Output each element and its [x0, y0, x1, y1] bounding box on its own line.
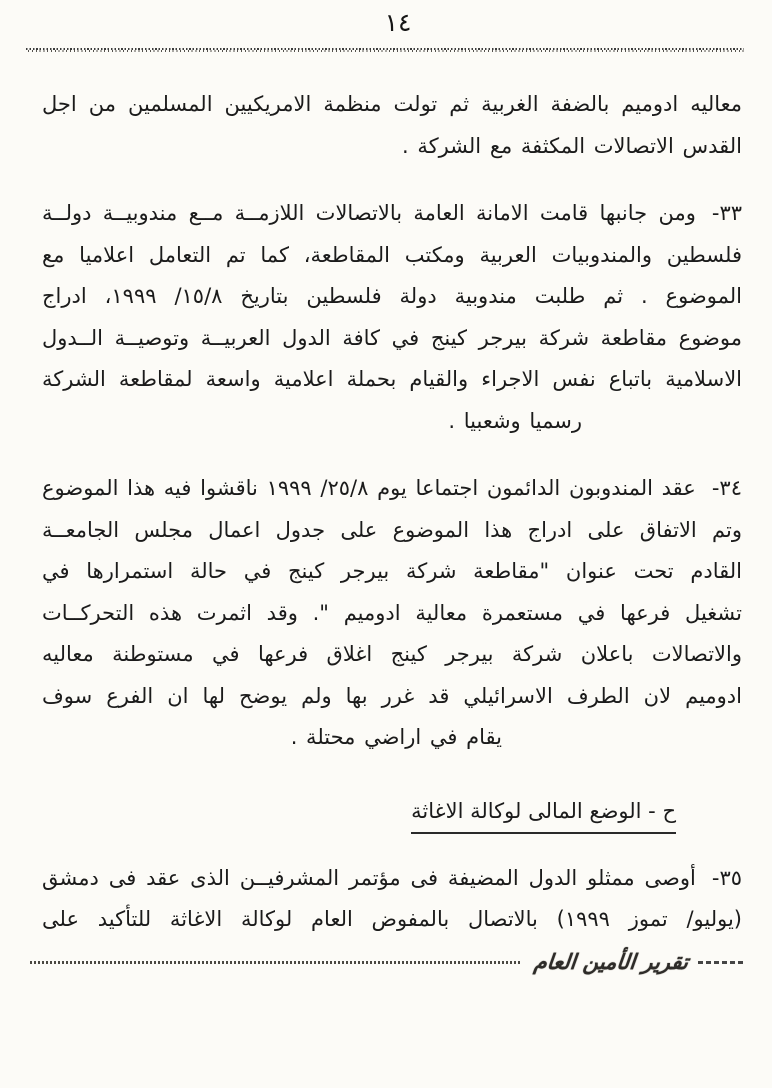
text-line: يقام في اراضي محتلة .	[290, 725, 502, 749]
paragraph-item-34	[42, 468, 742, 759]
text-line	[42, 193, 742, 235]
text-line: موضوع مقاطعة شركة بيرجر كينج في كافة الدول العربيــة وتوصيــة الــدول	[42, 325, 742, 350]
header-divider	[26, 48, 744, 52]
section-heading-text: ح - الوضع المالى لوكالة الاغاثة	[411, 793, 676, 834]
text-line: الاسلامية باتباع نفس الاجراء والقيام بحملة اعلامية واسعة لمقاطعة الشركة	[42, 367, 742, 391]
text-line: تشغيل فرعها في مستعمرة معالية ادوميم ". وقد اثمرت هذه التحركــات	[42, 600, 742, 625]
item-number: ٣٣-	[711, 201, 742, 225]
page-number: ١٤	[384, 8, 412, 37]
page-body	[42, 84, 742, 967]
footer-dotted-rule	[30, 961, 520, 964]
text-line: معاليه ادوميم بالضفة الغربية ثم تولت منظمة الامريكيين المسلمين من اجل	[42, 92, 742, 116]
text-line: والاتصالات باعلان شركة بيرجر كينج اغلاق فرعها في مستوطنة معاليه	[42, 642, 742, 666]
item-number: ٣٥-	[711, 865, 742, 890]
text-run: ومن جانبها قامت الامانة العامة بالاتصالات اللازمــة مــع مندوبيــة دولــة	[42, 201, 696, 225]
text-line: رسميا وشعبيا .	[448, 408, 582, 433]
text-line: وتم الاتفاق على ادراج هذا الموضوع على جدول اعمال مجلس الجامعــة	[42, 517, 742, 542]
paragraph-item-33	[42, 193, 742, 442]
text-line: الموضوع . ثم طلبت مندوبية دولة فلسطين بتاريخ ١٥/٨/ ١٩٩٩، ادراج	[42, 284, 742, 308]
text-run: أوصى ممثلو الدول المضيفة فى مؤتمر المشرفيــن الذى عقد فى دمشق	[42, 865, 696, 890]
page-footer	[30, 950, 744, 974]
footer-signature: تقرير الأمين العام	[532, 950, 690, 974]
paragraph-item-35	[42, 858, 742, 941]
section-heading	[42, 793, 676, 834]
text-line	[42, 468, 742, 510]
text-run: عقد المندوبون الدائمون اجتماعا يوم ٢٥/٨/ ١٩٩٩ ناقشوا فيه هذا الموضوع	[42, 476, 696, 500]
text-line: القادم تحت عنوان "مقاطعة شركة بيرجر كينج في حالة استمرارها في	[42, 559, 742, 583]
text-line: ادوميم لان الطرف الاسرائيلي قد غرر بها ولم يوضح لها ان الفرع سوف	[42, 683, 742, 708]
text-line: القدس الاتصالات المكثفة مع الشركة .	[401, 133, 742, 158]
text-line	[42, 858, 742, 900]
paragraph-continuation	[42, 84, 742, 167]
text-line: (يوليو/ تموز ١٩٩٩) بالاتصال بالمفوض العام لوكالة الاغاثة للتأكيد على	[42, 907, 742, 931]
footer-dash-rule	[698, 961, 744, 964]
item-number: ٣٤-	[711, 476, 742, 500]
text-line: فلسطين والمندوبيات العربية ومكتب المقاطعة، كما تم التعامل اعلاميا مع	[42, 242, 742, 267]
